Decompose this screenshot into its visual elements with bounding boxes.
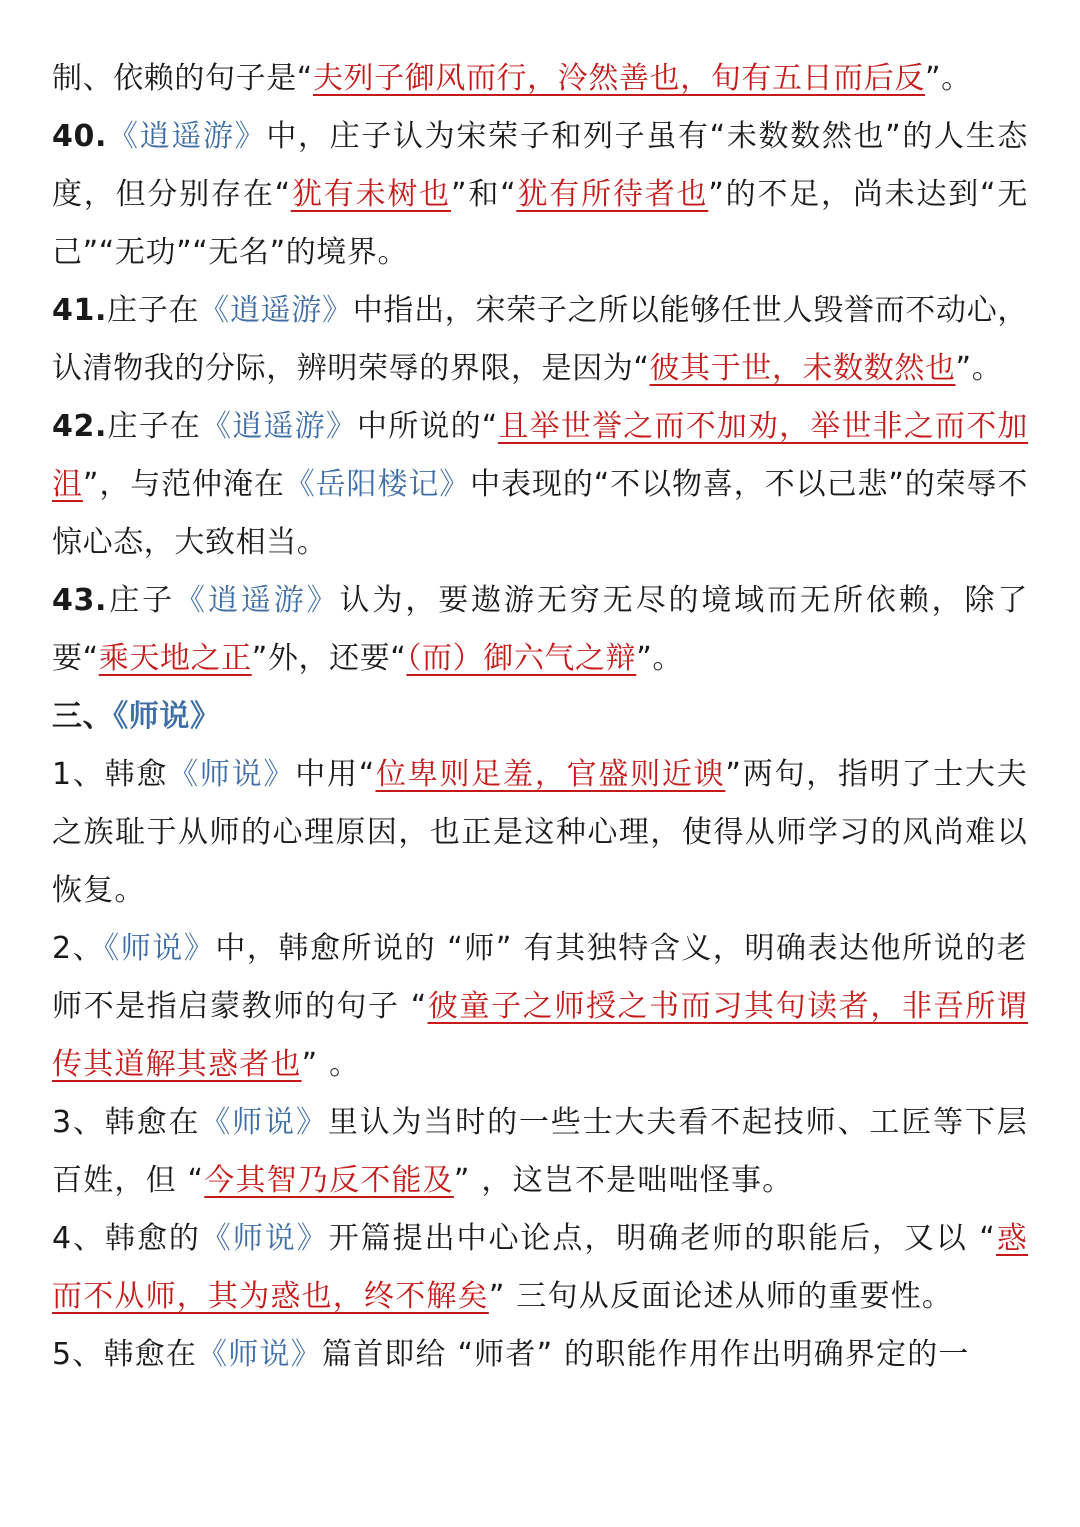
answer-text: 今其智乃反不能及	[204, 1163, 454, 1198]
question-41	[52, 282, 1028, 398]
text: ” 。	[301, 1047, 361, 1082]
section-heading	[52, 688, 1028, 746]
text: ”。	[955, 351, 1003, 386]
text: 庄子在	[106, 409, 202, 444]
text: 认为，要遨游无穷无尽的境域而无所依赖，除了要“	[52, 583, 1029, 676]
text: 庄子在	[106, 293, 200, 328]
answer-text: （而）御六气之辩	[406, 641, 637, 676]
text: ”外，还要“	[251, 641, 407, 676]
section-number: 三、	[52, 699, 114, 734]
book-title: 《逍遥游》	[106, 119, 267, 154]
text: 中指出，宋荣子之所以能够任世人毁誉而不动心，认清物我的分际，辨明荣辱的界限，是因为“	[52, 293, 1029, 386]
book-title: 《师说》	[104, 931, 216, 966]
text: 3、韩愈在	[52, 1105, 201, 1140]
question-number: 40.	[52, 119, 107, 154]
book-title: 《岳阳楼记》	[284, 467, 471, 502]
text: 中用“	[295, 757, 376, 792]
question-42	[52, 398, 1028, 572]
text: ” 三句从反面论述从师的重要性。	[488, 1279, 954, 1314]
question-40	[52, 108, 1028, 282]
text: 里认为当时的一些士大夫看不起技师、工匠等下层百姓，但 “	[52, 1105, 1028, 1198]
text: 开篇提出中心论点，明确老师的职能后，又以 “	[328, 1221, 997, 1256]
answer-text: 犹有未树也	[290, 177, 451, 212]
book-title: 《师说》	[113, 699, 221, 734]
text: ”，与范仲淹在	[82, 467, 285, 502]
text: ”。	[924, 61, 972, 96]
text: 中，韩愈所说的 “师” 有其独特含义，明确表达他所说的老师不是指启蒙教师的句子 “	[52, 931, 1028, 1024]
book-title: 《逍遥游》	[175, 583, 340, 618]
text: 庄子	[106, 583, 176, 618]
shishuo-item-1	[52, 746, 1028, 920]
text: ”的不足，尚未达到“无己”“无功”“无名”的境界。	[52, 177, 1029, 270]
answer-text: 且举世誉之而不加劝，举世非之而不加沮	[52, 409, 1028, 502]
question-number: 42.	[52, 409, 107, 444]
text: 中，庄子认为宋荣子和列子虽有“未数数然也”的人生态度，但分别存在“	[52, 119, 1028, 212]
book-title: 《师说》	[168, 757, 296, 792]
answer-text: 乘天地之正	[98, 641, 252, 676]
shishuo-item-5	[52, 1326, 1028, 1384]
book-title: 《师说》	[197, 1337, 322, 1372]
text: 制、依赖的句子是“	[52, 61, 313, 96]
text: 篇首即给 “师者” 的职能作用作出明确界定的一	[321, 1337, 970, 1372]
text: 4、韩愈的	[52, 1221, 201, 1256]
answer-text: 夫列子御风而行，泠然善也，旬有五日而后反	[312, 61, 925, 96]
text: ”两句，指明了士大夫之族耻于从师的心理原因，也正是这种心理，使得从师学习的风尚难以恢复。	[52, 757, 1028, 908]
text: 中表现的“不以物喜，不以己悲”的荣辱不惊心态，大致相当。	[52, 467, 1028, 560]
question-number: 43.	[52, 583, 107, 618]
text: 1、韩愈	[52, 757, 169, 792]
text: 5、韩愈在	[52, 1337, 198, 1372]
shishuo-item-2	[52, 920, 1028, 1094]
answer-text: 彼其于世，未数数然也	[649, 351, 956, 386]
book-title: 《逍遥游》	[201, 409, 358, 444]
text: ”和“	[450, 177, 517, 212]
question-43	[52, 572, 1028, 688]
text: 中所说的“	[357, 409, 498, 444]
text: 2、	[52, 931, 105, 966]
shishuo-item-3	[52, 1094, 1028, 1210]
answer-text: 位卑则足羞，官盛则近谀	[375, 757, 726, 792]
book-title: 《师说》	[200, 1105, 328, 1140]
question-number: 41.	[52, 293, 107, 328]
shishuo-item-4	[52, 1210, 1028, 1326]
paragraph-39-continued	[52, 50, 1028, 108]
book-title: 《师说》	[200, 1221, 329, 1256]
text: ” ，这岂不是咄咄怪事。	[453, 1163, 794, 1198]
answer-text: 犹有所待者也	[516, 177, 709, 212]
answer-text: 惑而不从师，其为惑也，终不解矣	[52, 1221, 1029, 1314]
text: ”。	[636, 641, 683, 676]
answer-text: 彼童子之师授之书而习其句读者，非吾所谓传其道解其惑者也	[52, 989, 1028, 1082]
book-title: 《逍遥游》	[199, 293, 353, 328]
